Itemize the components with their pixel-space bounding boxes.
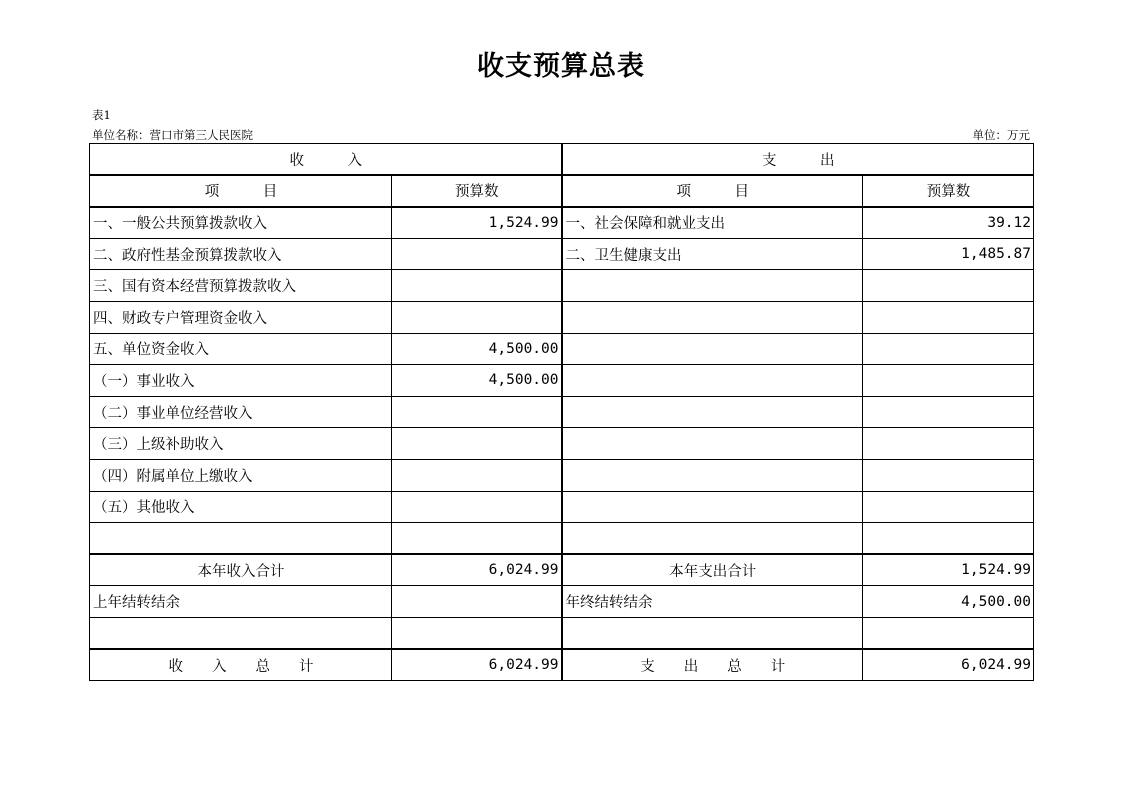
page-title: 收支预算总表 — [477, 51, 645, 82]
year-expense-total-label: 本年支出合计 — [562, 554, 863, 586]
income-item: （一）事业收入 — [90, 365, 392, 397]
blank-cell — [562, 617, 863, 649]
grand-income-total-amount: 6,024.99 — [392, 649, 562, 681]
table-row — [90, 428, 1034, 460]
expense-item: 二、卫生健康支出 — [562, 238, 863, 270]
income-item: 一、一般公共预算拨款收入 — [90, 207, 392, 239]
income-item: （五）其他收入 — [90, 491, 392, 523]
unit-measure: 单位：万元 — [972, 128, 1030, 142]
table-number: 表1 — [92, 108, 111, 122]
expense-item — [562, 523, 863, 555]
table-row — [90, 491, 1034, 523]
year-end-carryover-label: 年终结转结余 — [562, 586, 863, 618]
unit-name: 单位名称：营口市第三人民医院 — [92, 128, 253, 142]
expense-amount — [863, 428, 1034, 460]
year-expense-total-amount: 1,524.99 — [863, 554, 1034, 586]
prior-year-carryover-label: 上年结转结余 — [90, 586, 392, 618]
income-amount-header: 预算数 — [392, 175, 562, 207]
expense-amount — [863, 365, 1034, 397]
income-item: （二）事业单位经营收入 — [90, 396, 392, 428]
expense-item — [562, 333, 863, 365]
income-amount — [392, 238, 562, 270]
grand-total-row — [90, 649, 1034, 681]
expense-item — [562, 459, 863, 491]
income-item: （三）上级补助收入 — [90, 428, 392, 460]
expense-item — [562, 301, 863, 333]
table-row — [90, 301, 1034, 333]
income-item: 二、政府性基金预算拨款收入 — [90, 238, 392, 270]
expense-item — [562, 270, 863, 302]
year-income-total-amount: 6,024.99 — [392, 554, 562, 586]
expense-item-header: 项 目 — [562, 175, 863, 207]
table-row — [90, 270, 1034, 302]
income-item: 四、财政专户管理资金收入 — [90, 301, 392, 333]
table-row — [90, 459, 1034, 491]
expense-amount-header: 预算数 — [863, 175, 1034, 207]
income-amount — [392, 396, 562, 428]
table-row — [90, 396, 1034, 428]
income-section-header: 收 入 — [90, 144, 562, 176]
income-amount: 1,524.99 — [392, 207, 562, 239]
income-amount — [392, 459, 562, 491]
grand-expense-total-amount: 6,024.99 — [863, 649, 1034, 681]
section-header-row — [90, 144, 1034, 176]
income-item: 五、单位资金收入 — [90, 333, 392, 365]
income-amount — [392, 428, 562, 460]
expense-amount — [863, 459, 1034, 491]
expense-amount — [863, 396, 1034, 428]
blank-cell — [863, 617, 1034, 649]
income-amount — [392, 523, 562, 555]
column-header-row — [90, 175, 1034, 207]
table-row — [90, 207, 1034, 239]
expense-amount — [863, 523, 1034, 555]
blank-row — [90, 617, 1034, 649]
prior-year-carryover-amount — [392, 586, 562, 618]
income-amount: 4,500.00 — [392, 365, 562, 397]
expense-amount: 1,485.87 — [863, 238, 1034, 270]
carryover-row — [90, 586, 1034, 618]
grand-income-total-label: 收 入 总 计 — [90, 649, 392, 681]
income-item: 三、国有资本经营预算拨款收入 — [90, 270, 392, 302]
expense-item — [562, 428, 863, 460]
budget-table — [89, 143, 1034, 681]
expense-item — [562, 365, 863, 397]
grand-expense-total-label: 支 出 总 计 — [562, 649, 863, 681]
income-amount: 4,500.00 — [392, 333, 562, 365]
blank-cell — [90, 617, 392, 649]
table-row — [90, 238, 1034, 270]
table-row — [90, 333, 1034, 365]
income-item: （四）附属单位上缴收入 — [90, 459, 392, 491]
income-amount — [392, 270, 562, 302]
expense-amount — [863, 301, 1034, 333]
expense-amount — [863, 333, 1034, 365]
blank-cell — [392, 617, 562, 649]
expense-item — [562, 491, 863, 523]
table-row — [90, 365, 1034, 397]
year-total-row — [90, 554, 1034, 586]
expense-item: 一、社会保障和就业支出 — [562, 207, 863, 239]
expense-section-header: 支 出 — [562, 144, 1034, 176]
income-amount — [392, 491, 562, 523]
income-amount — [392, 301, 562, 333]
income-item — [90, 523, 392, 555]
table-row — [90, 523, 1034, 555]
expense-amount — [863, 491, 1034, 523]
expense-item — [562, 396, 863, 428]
expense-amount — [863, 270, 1034, 302]
year-income-total-label: 本年收入合计 — [90, 554, 392, 586]
year-end-carryover-amount: 4,500.00 — [863, 586, 1034, 618]
expense-amount: 39.12 — [863, 207, 1034, 239]
income-item-header: 项 目 — [90, 175, 392, 207]
